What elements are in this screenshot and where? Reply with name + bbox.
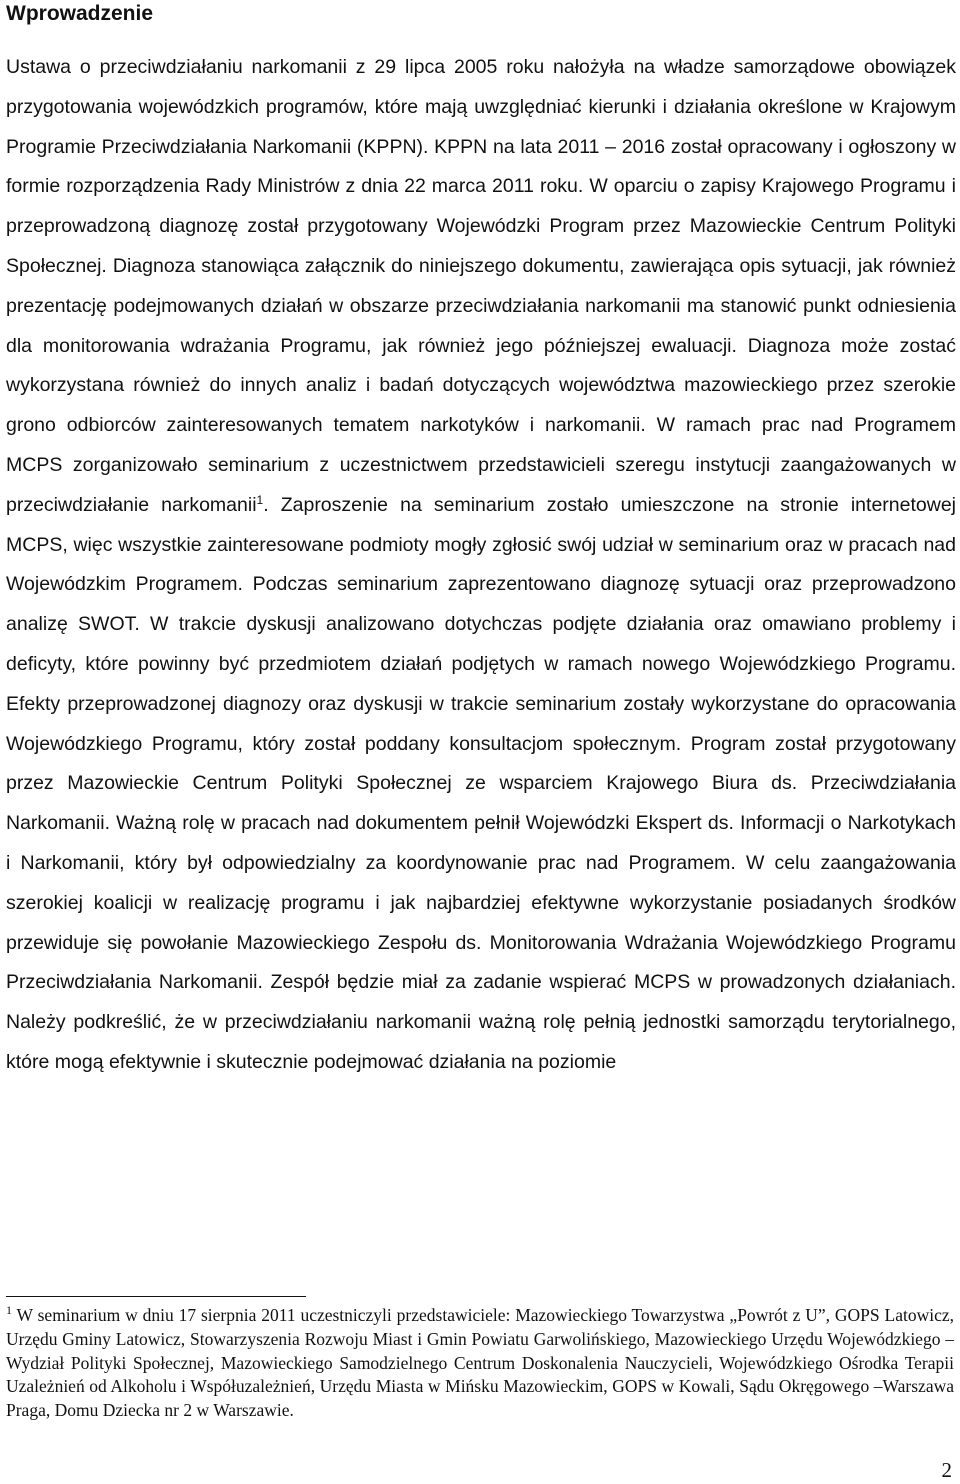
page-number: 2 xyxy=(941,1458,952,1482)
footnote-reference[interactable]: 1 xyxy=(256,492,264,507)
body-text-part-2: . Zaproszenie na seminarium zostało umieszczone na stronie internetowej MCPS, więc wszystkie zainteresowane podmioty mogły zgłosić swój udział w seminarium oraz w pracach nad Wojewódzkim Programem. Podczas seminarium zaprezentowano diagnozę sytuacji oraz przeprowadzono analizę SWOT. W trakcie dyskusji analizowano dotychczas podjęte działania oraz omawiano problemy i deficyty, które powinny być przedmiotem działań podjętych w ramach nowego Wojewódzkiego Programu. Efekty przeprowadzonej diagnozy oraz dyskusji w trakcie seminarium zostały wykorzystane do opracowania Wojewódzkiego Programu, który został poddany konsultacjom społecznym. Program został przygotowany przez Mazowieckie Centrum Polityki Społecznej ze wsparciem Krajowego Biura ds. Przeciwdziałania Narkomanii. Ważną rolę w pracach nad dokumentem pełnił Wojewódzki Ekspert ds. Informacji o Narkotykach i Narkomanii, który był odpowiedzialny za koordynowanie prac nad Programem. W celu zaangażowania szerokiej koalicji w realizację programu i jak najbardziej efektywne wykorzystanie posiadanych środków przewiduje się powołanie Mazowieckiego Zespołu ds. Monitorowania Wdrażania Wojewódzkiego Programu Przeciwdziałania Narkomanii. Zespół będzie miał za zadanie wspierać MCPS w prowadzonych działaniach. Należy podkreślić, że w przeciwdziałaniu narkomanii ważną rolę pełnią jednostki samorządu terytorialnego, które mogą efektywnie i skutecznie podejmować działania na poziomie xyxy=(6,493,956,1073)
body-text-part-1: Ustawa o przeciwdziałaniu narkomanii z 29 lipca 2005 roku nałożyła na władze samorządowe obowiązek przygotowania wojewódzkich programów, które mają uwzględniać kierunki i działania określone w Krajowym Programie Przeciwdziałania Narkomanii (KPPN). KPPN na lata 2011 – 2016 został opracowany i ogłoszony w formie rozporządzenia Rady Ministrów z dnia 22 marca 2011 roku. W oparciu o zapisy Krajowego Programu i przeprowadzoną diagnozę został przygotowany Wojewódzki Program przez Mazowieckie Centrum Polityki Społecznej. Diagnoza stanowiąca załącznik do niniejszego dokumentu, zawierająca opis sytuacji, jak również prezentację podejmowanych działań w obszarze przeciwdziałania narkomanii ma stanowić punkt odniesienia dla monitorowania wdrażania Programu, jak również jego późniejszej ewaluacji. Diagnoza może zostać wykorzystana również do innych analiz i badań dotyczących województwa mazowieckiego przez szerokie grono odbiorców zainteresowanych tematem narkotyków i narkomanii. W ramach prac nad Programem MCPS zorganizowało seminarium z uczestnictwem przedstawicieli szeregu instytucji zaangażowanych w przeciwdziałanie narkomanii xyxy=(6,56,956,516)
footnote-text: W seminarium w dniu 17 sierpnia 2011 uczestniczyli przedstawiciele: Mazowieckiego Towarzystwa „Powrót z U”, GOPS Latowicz, Urzędu Gminy Latowicz, Stowarzyszenia Rozwoju Miast i Gmin Powiatu Garwolińskiego, Mazowieckiego Urzędu Wojewódzkiego – Wydział Polityki Społecznej, Mazowieckiego Samodzielnego Centrum Doskonalenia Nauczycieli, Wojewódzkiego Ośrodka Terapii Uzależnień od Alkoholu i Współuzależnień, Urzędu Miasta w Mińsku Mazowieckim, GOPS w Kowali, Sądu Okręgowego –Warszawa Praga, Domu Dziecka nr 2 w Warszawie. xyxy=(6,1305,954,1421)
footnote-marker: 1 xyxy=(6,1303,12,1317)
section-heading: Wprowadzenie xyxy=(6,2,154,25)
footnote-separator xyxy=(6,1296,306,1297)
footnote xyxy=(6,1304,954,1423)
body-paragraph xyxy=(6,48,956,1083)
